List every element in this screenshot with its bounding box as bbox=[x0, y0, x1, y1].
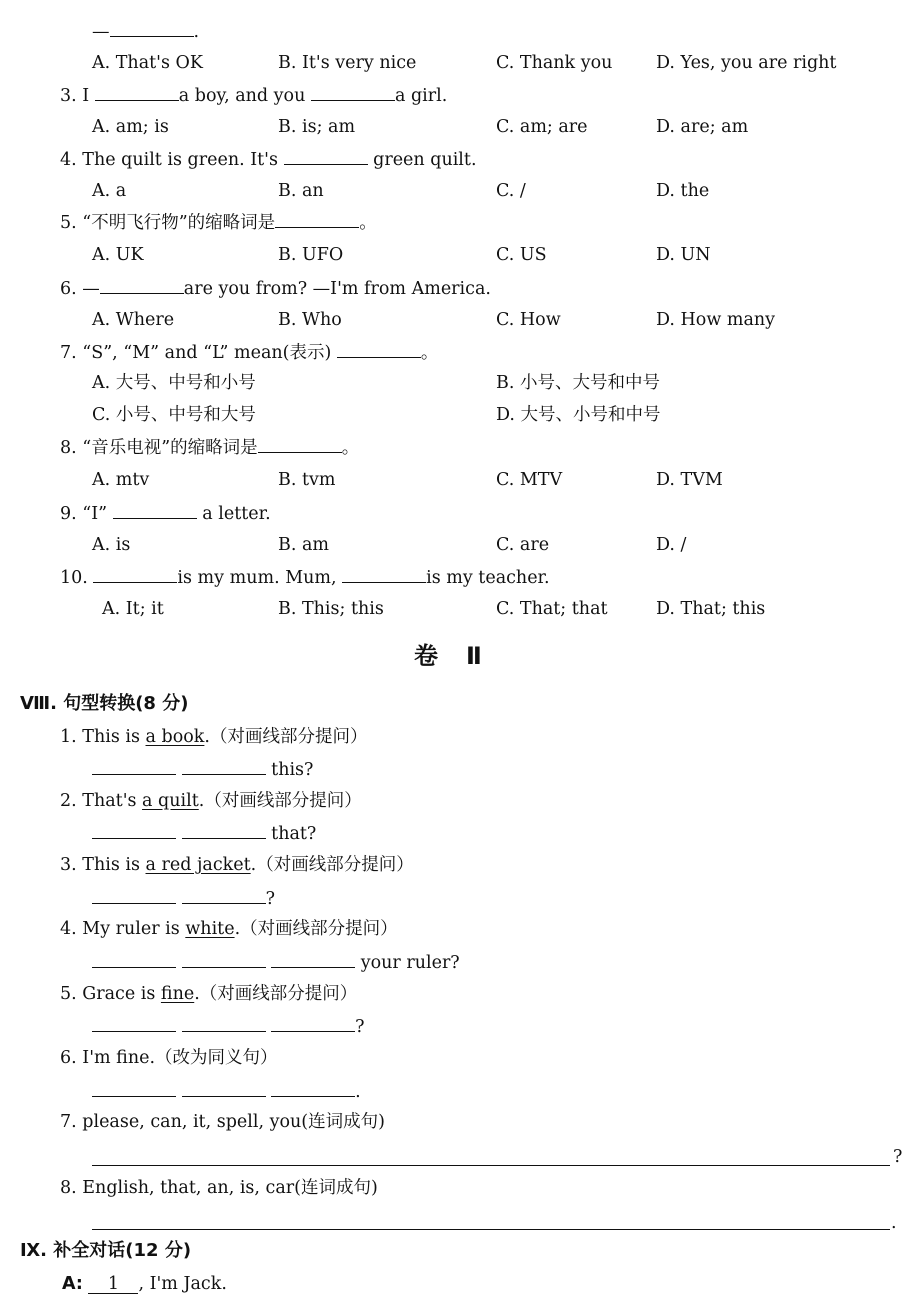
s8-item-6-answer: . bbox=[92, 1080, 361, 1103]
s8-item-8-end: . bbox=[891, 1213, 897, 1233]
q7-option-b[interactable]: B. 小号、大号和中号 bbox=[496, 373, 660, 393]
q3-option-c[interactable]: C. am; are bbox=[496, 117, 588, 137]
q10-option-c[interactable]: C. That; that bbox=[496, 599, 608, 619]
answer-blank[interactable] bbox=[182, 887, 266, 904]
q2-option-b[interactable]: B. It's very nice bbox=[278, 53, 417, 73]
q9-option-d[interactable]: D. / bbox=[656, 535, 687, 555]
q7-stem: 7. “S”, “M” and “L” mean(表示) 。 bbox=[60, 343, 439, 363]
q10-option-d[interactable]: D. That; this bbox=[656, 599, 766, 619]
s8-item-7-answer-line[interactable] bbox=[92, 1165, 890, 1166]
dialogue-blank-1[interactable]: 1 bbox=[88, 1275, 138, 1294]
q9-option-c[interactable]: C. are bbox=[496, 535, 550, 555]
answer-blank[interactable] bbox=[92, 758, 176, 775]
q3-option-b[interactable]: B. is; am bbox=[278, 117, 356, 137]
dialogue-line-1: A: 1 , I'm Jack. bbox=[62, 1274, 227, 1294]
answer-blank[interactable] bbox=[271, 951, 355, 968]
q5-option-d[interactable]: D. UN bbox=[656, 245, 711, 265]
answer-blank[interactable] bbox=[92, 1080, 176, 1097]
answer-blank[interactable] bbox=[182, 758, 266, 775]
s8-item-4: 4. My ruler is white.（对画线部分提问） bbox=[60, 919, 398, 939]
q5-option-b[interactable]: B. UFO bbox=[278, 245, 344, 265]
answer-blank[interactable] bbox=[113, 502, 197, 519]
q8-option-d[interactable]: D. TVM bbox=[656, 470, 723, 490]
q5-option-c[interactable]: C. US bbox=[496, 245, 547, 265]
answer-blank[interactable] bbox=[92, 822, 176, 839]
q8-option-b[interactable]: B. tvm bbox=[278, 470, 336, 490]
answer-blank[interactable] bbox=[95, 84, 179, 101]
answer-blank[interactable] bbox=[311, 84, 395, 101]
s8-item-8-answer-line[interactable] bbox=[92, 1229, 890, 1230]
q4-option-c[interactable]: C. / bbox=[496, 181, 526, 201]
q5-option-a[interactable]: A. UK bbox=[92, 245, 144, 265]
answer-blank[interactable] bbox=[93, 566, 177, 583]
q8-stem: 8. “音乐电视”的缩略词是 。 bbox=[60, 438, 360, 458]
answer-blank[interactable] bbox=[342, 566, 426, 583]
s8-item-3-answer: ? bbox=[92, 887, 275, 910]
answer-blank[interactable] bbox=[182, 1080, 266, 1097]
q8-option-a[interactable]: A. mtv bbox=[92, 470, 150, 490]
q9-option-a[interactable]: A. is bbox=[92, 535, 131, 555]
s8-item-1: 1. This is a book.（对画线部分提问） bbox=[60, 727, 368, 747]
q3-stem: 3. I a boy, and you a girl. bbox=[60, 86, 448, 106]
q8-option-c[interactable]: C. MTV bbox=[496, 470, 563, 490]
q3-option-d[interactable]: D. are; am bbox=[656, 117, 749, 137]
q4-option-a[interactable]: A. a bbox=[92, 181, 127, 201]
answer-blank[interactable] bbox=[182, 822, 266, 839]
section-9-title: Ⅸ. 补全对话(12 分) bbox=[20, 1240, 192, 1261]
q6-option-b[interactable]: B. Who bbox=[278, 310, 342, 330]
q6-stem: 6. — are you from? —I'm from America. bbox=[60, 279, 491, 299]
paper-heading: 卷 Ⅱ bbox=[414, 642, 484, 670]
q9-stem: 9. “I” a letter. bbox=[60, 504, 271, 524]
s8-item-5-answer: ? bbox=[92, 1015, 365, 1038]
s8-item-7: 7. please, can, it, spell, you(连词成句) bbox=[60, 1112, 385, 1132]
q10-stem: 10. is my mum. Mum, is my teacher. bbox=[60, 568, 550, 588]
q2-option-c[interactable]: C. Thank you bbox=[496, 53, 613, 73]
section-8-title: Ⅷ. 句型转换(8 分) bbox=[20, 693, 189, 714]
q5-stem: 5. “不明飞行物”的缩略词是 。 bbox=[60, 213, 377, 233]
s8-item-7-end: ? bbox=[893, 1147, 903, 1167]
q4-stem: 4. The quilt is green. It's green quilt. bbox=[60, 150, 477, 170]
answer-blank[interactable] bbox=[337, 341, 421, 358]
q4-option-d[interactable]: D. the bbox=[656, 181, 710, 201]
s8-item-6: 6. I'm fine.（改为同义句） bbox=[60, 1048, 278, 1068]
q6-option-c[interactable]: C. How bbox=[496, 310, 561, 330]
answer-blank[interactable] bbox=[271, 1015, 355, 1032]
q2-option-a[interactable]: A. That's OK bbox=[92, 53, 203, 73]
s8-item-5: 5. Grace is fine.（对画线部分提问） bbox=[60, 984, 358, 1004]
q6-option-d[interactable]: D. How many bbox=[656, 310, 776, 330]
q6-option-a[interactable]: A. Where bbox=[92, 310, 175, 330]
q7-option-a[interactable]: A. 大号、中号和小号 bbox=[92, 373, 256, 393]
q9-option-b[interactable]: B. am bbox=[278, 535, 330, 555]
answer-blank[interactable] bbox=[110, 20, 194, 37]
answer-blank[interactable] bbox=[258, 436, 342, 453]
q4-option-b[interactable]: B. an bbox=[278, 181, 324, 201]
answer-blank[interactable] bbox=[275, 211, 359, 228]
answer-blank[interactable] bbox=[182, 1015, 266, 1032]
q10-option-b[interactable]: B. This; this bbox=[278, 599, 384, 619]
s8-item-2-answer: that? bbox=[92, 822, 316, 845]
q2-option-d[interactable]: D. Yes, you are right bbox=[656, 53, 837, 73]
answer-blank[interactable] bbox=[284, 148, 368, 165]
answer-blank[interactable] bbox=[271, 1080, 355, 1097]
q3-option-a[interactable]: A. am; is bbox=[92, 117, 169, 137]
answer-blank[interactable] bbox=[92, 887, 176, 904]
answer-blank[interactable] bbox=[92, 951, 176, 968]
q2-prompt: — . bbox=[92, 22, 200, 42]
speaker-label: A: bbox=[62, 1274, 83, 1294]
s8-item-4-answer: your ruler? bbox=[92, 951, 460, 974]
s8-item-8: 8. English, that, an, is, car(连词成句) bbox=[60, 1178, 378, 1198]
answer-blank[interactable] bbox=[100, 277, 184, 294]
s8-item-3: 3. This is a red jacket.（对画线部分提问） bbox=[60, 855, 414, 875]
q7-option-d[interactable]: D. 大号、小号和中号 bbox=[496, 405, 661, 425]
q10-option-a[interactable]: A. It; it bbox=[102, 599, 164, 619]
s8-item-1-answer: this? bbox=[92, 758, 313, 781]
s8-item-2: 2. That's a quilt.（对画线部分提问） bbox=[60, 791, 362, 811]
q7-option-c[interactable]: C. 小号、中号和大号 bbox=[92, 405, 256, 425]
answer-blank[interactable] bbox=[92, 1015, 176, 1032]
answer-blank[interactable] bbox=[182, 951, 266, 968]
